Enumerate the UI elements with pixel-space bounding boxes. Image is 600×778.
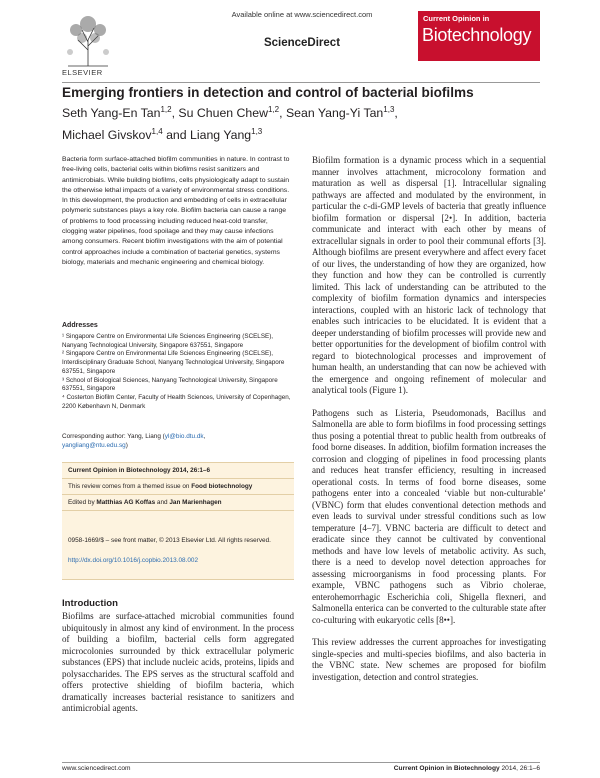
- address-item: ⁴ Costerton Biofilm Center, Faculty of Health Sciences, University of Copenhagen, 2200 København N, Denmark: [62, 393, 291, 410]
- infobox-rule: [62, 510, 294, 511]
- address-item: ² Singapore Centre on Environmental Life Sciences Engineering (SCELSE), Interdisciplinary Graduate School, Nanyang Technological University, Singapore 637551, Singapore: [62, 350, 285, 375]
- author-name: Su Chuen Chew: [178, 106, 268, 121]
- corresponding-close: ): [125, 441, 128, 449]
- addresses-list: [62, 333, 294, 411]
- addresses-heading: Addresses: [62, 322, 98, 329]
- journal-banner-top: Current Opinion in: [423, 14, 490, 23]
- email-link-2[interactable]: yangliang@ntu.edu.sg: [62, 441, 126, 449]
- author-affil: 1,3: [251, 126, 263, 136]
- author-line-2: [62, 123, 542, 145]
- introduction-heading: Introduction: [62, 598, 118, 609]
- editors-line: [68, 498, 290, 507]
- doi-link[interactable]: http://dx.doi.org/10.1016/j.copbio.2013.08.002: [68, 557, 199, 564]
- article-info-box: [62, 462, 294, 580]
- footer-pages: 2014, 26:1–6: [499, 765, 540, 772]
- paragraph: This review addresses the current approaches for investigating single-species and multi-species biofilms, and also bacteria in the VBNC state. New schemes are proposed for biofilm investigation, detection and control strategies.: [312, 637, 546, 682]
- paragraph: Biofilm formation is a dynamic process which in a sequential manner involves attachment, microcolony formation and maturation as well as dispersal [1]. Intracellular signaling pathways are affected and modulated by the environment, in particular the c-di-GMP levels of bacteria that greatly influence biofilm formation or dispersal [2•]. In addition, bacteria communicate and interact with each other by means of extracellular signals in order to pool their communal efforts [3]. Although biofilms are present everywhere and affect every facet of our lives, the understanding of how they are organized, how they function and how they can be controlled is currently limited. This lack of understanding can be attributed to the complexity of biofilm formation dynamics and interspecies interactions, coupled with an historic lack of technology that enables such intricacies to be elucidated. It is evident that a deeper understanding of biofilm processes will provide new and better opportunities for the development of biofilm control with regard to biotechnological processes and improvement of human health, an understanding that can now be achieved with the emergence and ongoing refinement of molecular and analytical tools (Figure 1).: [312, 155, 546, 395]
- footer-journal: Current Opinion in Biotechnology: [393, 765, 500, 772]
- infobox-rule: [62, 478, 294, 479]
- author-affil: 1,2: [267, 105, 280, 114]
- available-online-text: Available online at www.sciencedirect.com: [231, 10, 373, 19]
- page-header: [62, 10, 540, 80]
- address-item: ¹ Singapore Centre on Environmental Life Sciences Engineering (SCELSE), Nanyang Technological University, Singapore 637551, Singapore: [62, 333, 274, 349]
- editor-name: Matthias AG Koffas: [96, 499, 156, 506]
- abstract-text: Bacteria form surface-attached biofilm communities in nature. In contrast to free-living cells, bacterial cells within biofilms resist sanitizers and antimicrobials. While building biofilms, cells physiologically adapt to sustain the otherwise lethal impacts of a variety of environmental stress conditions. In this development, the production and embedding of cells in extracellular polymeric substances plays a key role. Biofilm bacteria can cause a range of problems to food processing including reduced heat-cold transfer, clogging water pipelines, food spoilage and they may cause infections among consumers. Recent biofilm investigations with the aim of potential control approaches include a combination of bacterial genetics, systems biology, materials and mechanic engineering and chemical biology.: [62, 156, 290, 266]
- author-affil: 1,2: [160, 105, 172, 114]
- introduction-text: Biofilms are surface-attached microbial communities found ubiquitously in almost any kind of environment. In the process of building a biofilm, bacterial cells form aggregated microcolonies surrounded by thick extracellular polymeric substances (EPS) that include nucleic acids, proteins, lipids and polysaccharides. The EPS serves as the structural scaffold and offers protective shielding of biofilm bacteria, which dramatically increases bacterial resistance to sanitizers and antimicrobial agents.: [62, 611, 294, 713]
- author-list: [62, 101, 542, 144]
- journal-banner: [418, 11, 540, 61]
- themed-issue-line: [68, 482, 290, 491]
- sciencedirect-brand: ScienceDirect: [263, 37, 341, 49]
- header-rule: [62, 82, 540, 83]
- author-name: Michael Givskov: [62, 127, 152, 142]
- author-name: Liang Yang: [190, 127, 252, 142]
- author-line-1: Seth Yang-En Tan$^{1,2}$, Su Chuen Chew$^{1,2}$, Sean Yang-Yi Tan$^{1,3}$,: [62, 105, 398, 121]
- paragraph: Pathogens such as Listeria, Pseudomonads, Bacillus and Salmonella are able to form biofilms in food processing settings thus posing a potential threat to public health from outbreaks of food borne diseases. In addition, biofilm formation increases the corrosion and clogging of pipelines in food processing plants and reduces heat transfer efficiency, resulting in increased operational costs. In terms of food borne diseases, some pathogens enter into a concealed ‘viable but non-culturable’ (VBNC) form that eludes conventional detection methods and even leads to survival under stressful conditions such as low temperature [4–7]. VBNC bacteria are difficult to detect and eradicate since they cannot be cultivated by conventional methods and have low levels of metabolic activity. As such, there is a need to develop novel detection approaches for assessing microorganisms in food processing plants. For example, VBNC pathogens such as Vibrio cholerae, enterohemorrhagic Escherichia coli, Shigella flexneri, and Salmonella enterica can be converted to the culturable state after co-culturing with eukaryotic cells [8••].: [312, 407, 546, 625]
- email-link-1[interactable]: yl@bio.dtu.dk: [164, 433, 204, 440]
- infobox-rule: [62, 579, 294, 580]
- author-name: Sean Yang-Yi Tan: [285, 106, 384, 121]
- address-item: ³ School of Biological Sciences, Nanyang Technological University, Singapore 637551, Singapore: [62, 376, 278, 393]
- journal-banner-title: Biotechnology: [422, 25, 532, 45]
- publisher-name: ELSEVIER: [62, 68, 103, 77]
- right-column: [312, 155, 546, 694]
- article-title: Emerging frontiers in detection and control of bacterial biofilms: [62, 85, 474, 100]
- issue-prefix: This review comes from a themed issue on: [68, 483, 192, 490]
- edited-prefix: Edited by: [68, 499, 97, 506]
- editor-name: Jan Marienhagen: [169, 499, 222, 506]
- issn-text: 0958-1669/$ – see front matter, © 2013 Elsevier Ltd. All rights reserved.: [68, 537, 271, 544]
- corresponding-label: Corresponding author: Yang, Liang (: [62, 433, 165, 440]
- infobox-rule: [62, 462, 294, 463]
- corresponding-author: Corresponding author: Yang, Liang (yl@bio.dtu.dk, yangliang@ntu.edu.sg): [62, 433, 206, 449]
- footer-rule: [62, 762, 540, 763]
- and-word: and: [166, 127, 187, 142]
- author-name: Seth Yang-En Tan: [62, 106, 161, 121]
- editors-and: and: [155, 499, 170, 506]
- footer-website: www.sciencedirect.com: [62, 765, 131, 772]
- issue-topic: Food biotechnology: [191, 483, 253, 490]
- footer-citation: [394, 765, 540, 772]
- citation-text: Current Opinion in Biotechnology 2014, 26:1–6: [68, 467, 211, 474]
- author-affil: 1,4: [151, 126, 163, 136]
- infobox-rule: [62, 494, 294, 495]
- elsevier-tree-logo: [62, 10, 114, 68]
- author-affil: 1,3: [383, 105, 395, 114]
